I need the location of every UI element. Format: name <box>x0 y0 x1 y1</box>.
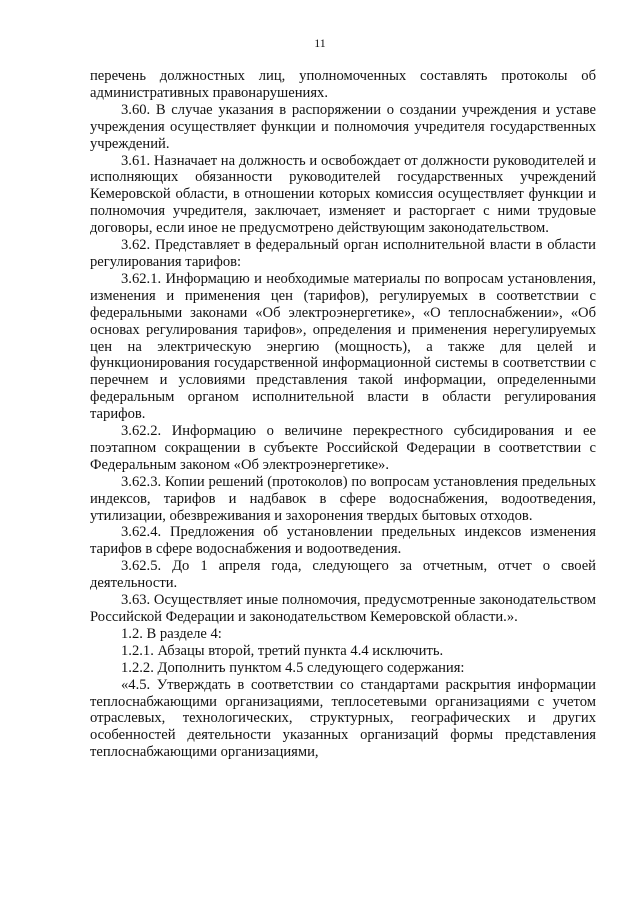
paragraph-3-62-4: 3.62.4. Предложения об установлении предельных индексов изменения тарифов в сфере водоснабжения и водоотведения. <box>90 524 596 558</box>
paragraph-1-2-2: 1.2.2. Дополнить пунктом 4.5 следующего содержания: <box>121 659 465 676</box>
paragraph-3-63: 3.63. Осуществляет иные полномочия, предусмотренные законодательством Российской Федерации и законодательством Кемеровской области.». <box>90 592 596 625</box>
paragraph-3-62-5: 3.62.5. До 1 апреля года, следующего за отчетным, отчет о своей деятельности. <box>90 558 596 592</box>
paragraph-continuation: перечень должностных лиц, уполномоченных составлять протоколы об административных правонарушениях. <box>90 68 596 101</box>
page-number: 11 <box>314 36 326 50</box>
paragraph-3-62-3: 3.62.3. Копии решений (протоколов) по вопросам установления предельных индексов, тарифов и надбавок в сфере водоснабжения, водоотведения, утилизации, обезвреживания и захоронения твердых бытовых отходов. <box>90 473 596 524</box>
paragraph-3-62: 3.62. Представляет в федеральный орган исполнительной власти в области регулирования тарифов: <box>90 237 596 270</box>
paragraph-1-2: 1.2. В разделе 4: <box>121 625 222 642</box>
paragraph-3-60: 3.60. В случае указания в распоряжении о создании учреждения и уставе учреждения осуществляет функции и полномочия учредителя государственных учреждений. <box>90 101 596 152</box>
paragraph-1-2-1: 1.2.1. Абзацы второй, третий пункта 4.4 исключить. <box>121 642 444 659</box>
paragraph-3-62-2: 3.62.2. Информацию о величине перекрестного субсидирования и ее поэтапном сокращении в субъекте Российской Федерации в соответствии с Федеральным законом «Об электроэнергетике». <box>90 423 596 473</box>
paragraph-4-5: «4.5. Утверждать в соответствии со стандартами раскрытия информации теплоснабжающими организациями, теплосетевыми организациями с учетом отраслевых, технологических, структурных, географических и других особенностей деятельности указанных организаций формы представления теплоснабжающими организациями, <box>90 676 596 761</box>
paragraph-3-62-1: 3.62.1. Информацию и необходимые материалы по вопросам установления, изменения и применения цен (тарифов), регулируемых в соответствии с федеральными законами «Об электроэнергетике», «О теплоснабжении», «Об основах регулирования тарифов», определения и применения нерегулируемых цен на электрическую энергию (мощность), а также для целей и функционирования государственной информационной системы в соответствии с перечнем и условиями представления такой информации, определенными федеральным органом исполнительной власти в области регулирования тарифов. <box>90 270 596 423</box>
document-body <box>90 68 596 761</box>
paragraph-3-61: 3.61. Назначает на должность и освобождает от должности руководителей и исполняющих обязанности руководителей государственных учреждений Кемеровской области, в отношении которых комиссия осуществляет функции и полномочия учредителя, заключает, изменяет и расторгает с ними трудовые договоры, если иное не предусмотрено действующим законодательством. <box>90 152 596 237</box>
